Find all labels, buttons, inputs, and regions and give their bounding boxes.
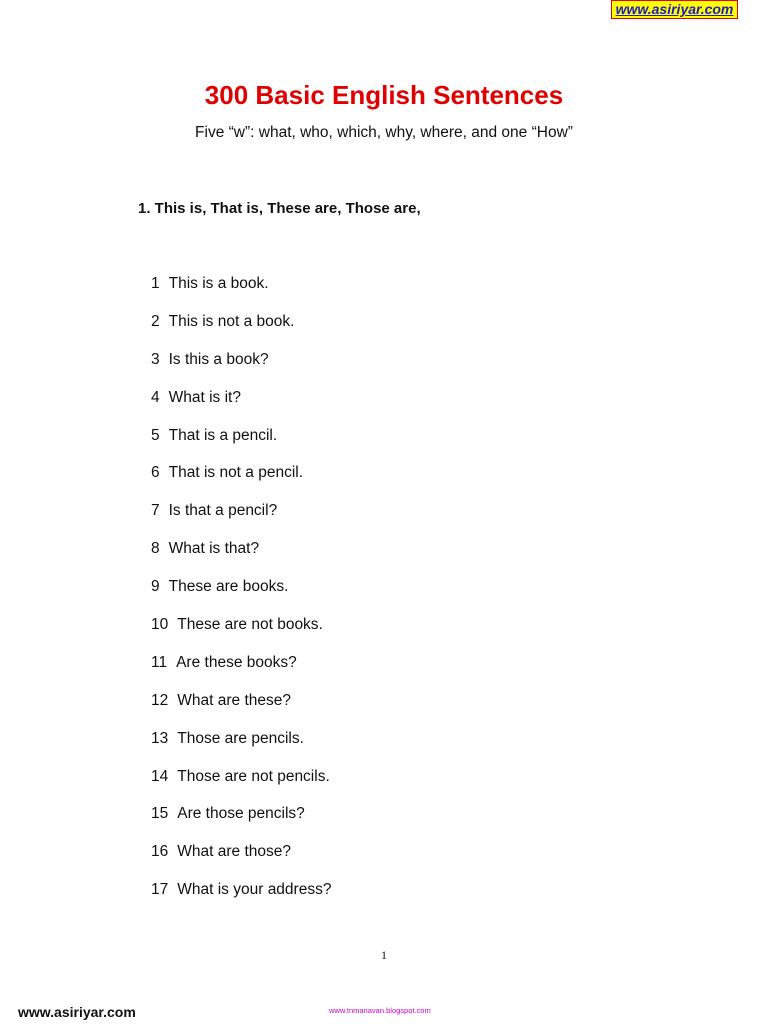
list-item (151, 877, 331, 915)
list-item (151, 801, 331, 839)
item-number: 3 (151, 350, 160, 368)
item-text: What is it? (168, 388, 241, 406)
item-number: 9 (151, 578, 160, 596)
item-number: 14 (151, 767, 169, 785)
item-text: What are these? (177, 691, 291, 709)
list-item (151, 347, 331, 385)
list-item (151, 839, 331, 877)
list-item (151, 536, 331, 574)
item-text: That is not a pencil. (168, 464, 304, 482)
page-title: 300 Basic English Sentences (204, 80, 564, 110)
item-text: These are not books. (177, 616, 323, 634)
item-text: This is not a book. (168, 312, 295, 330)
list-item (151, 498, 331, 536)
item-text: These are books. (168, 578, 289, 596)
footer-site-link[interactable]: www.asiriyar.com (18, 1004, 136, 1020)
item-number: 13 (151, 729, 169, 747)
list-item (151, 574, 331, 612)
item-number: 17 (151, 881, 169, 899)
header-site-link[interactable]: www.asiriyar.com (611, 0, 738, 19)
footer-blog-link[interactable]: www.tnmanavan.blogspot.com (329, 1006, 431, 1015)
item-number: 6 (151, 464, 160, 482)
list-item (151, 612, 331, 650)
item-number: 15 (151, 805, 169, 823)
page-number: 1 (381, 948, 387, 962)
item-text: What is that? (168, 540, 260, 558)
item-number: 11 (151, 653, 168, 671)
item-number: 2 (151, 312, 160, 330)
item-text: That is a pencil. (168, 426, 278, 444)
item-text: Are those pencils? (177, 805, 305, 823)
section-heading: 1. This is, That is, These are, Those are, (138, 200, 421, 217)
item-number: 7 (151, 502, 160, 520)
list-item (151, 688, 331, 726)
item-text: What is your address? (177, 881, 332, 899)
item-number: 10 (151, 616, 169, 634)
item-text: This is a book. (168, 275, 269, 292)
list-item (151, 309, 331, 347)
list-item (151, 423, 331, 461)
item-text: Is that a pencil? (168, 502, 278, 520)
list-item (151, 764, 331, 802)
page-subtitle: Five “w”: what, who, which, why, where, and one “How” (195, 124, 573, 141)
item-text: What are those? (177, 843, 291, 861)
item-number: 12 (151, 691, 169, 709)
item-number: 1 (151, 275, 160, 292)
list-item (151, 726, 331, 764)
item-text: Those are not pencils. (177, 767, 330, 785)
item-number: 4 (151, 388, 160, 406)
item-text: Is this a book? (168, 350, 269, 368)
item-text: Are these books? (176, 653, 297, 671)
item-number: 8 (151, 540, 160, 558)
item-number: 5 (151, 426, 160, 444)
list-item (151, 385, 331, 423)
list-item (151, 271, 331, 309)
list-item (151, 460, 331, 498)
list-item (151, 650, 331, 688)
item-text: Those are pencils. (177, 729, 304, 747)
item-number: 16 (151, 843, 169, 861)
sentence-list (151, 271, 331, 915)
